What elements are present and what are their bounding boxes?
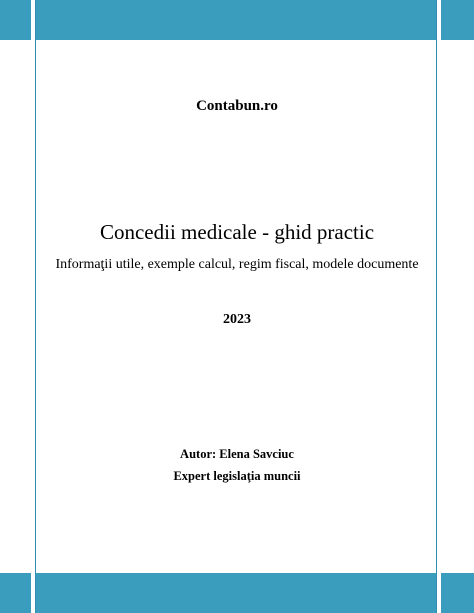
right-border-line xyxy=(436,0,437,613)
publication-year: 2023 xyxy=(223,312,251,327)
author-role: Expert legislaţia muncii xyxy=(173,469,301,483)
right-border-gap xyxy=(437,0,441,613)
author-line: Autor: Elena Savciuc xyxy=(180,447,294,461)
publisher-name: Contabun.ro xyxy=(196,98,278,114)
left-border-line xyxy=(35,0,36,613)
cover-content xyxy=(40,40,434,573)
top-color-band xyxy=(0,0,474,40)
bottom-color-band xyxy=(0,573,474,613)
document-title: Concedii medicale - ghid practic xyxy=(99,220,375,244)
document-subtitle: Informaţii utile, exemple calcul, regim fiscal, modele documente xyxy=(55,257,419,272)
